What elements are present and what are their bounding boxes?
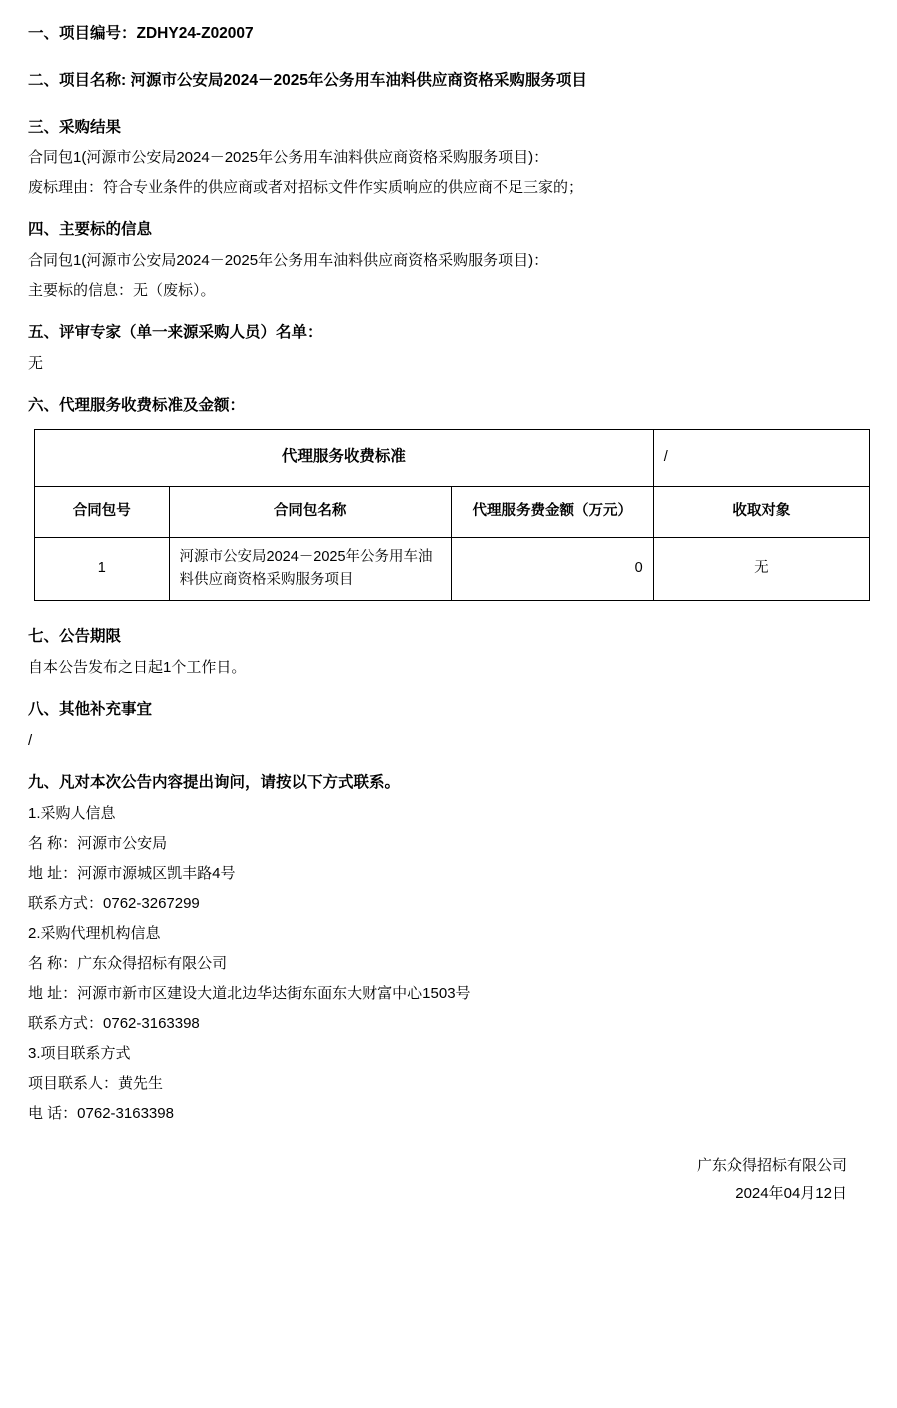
section-contact [28, 771, 869, 1126]
section-4-heading: 四、主要标的信息 [28, 221, 153, 239]
column-header-fee-amount: 代理服务费金额（万元） [451, 486, 653, 537]
footer-date: 2024年04月12日 [735, 1185, 847, 1203]
agency-name-value: 广东众得招标有限公司 [77, 954, 228, 972]
column-header-payer: 收取对象 [653, 486, 869, 537]
project-person-value: 黄先生 [118, 1074, 164, 1092]
purchaser-contact-value: 0762-3267299 [103, 894, 200, 912]
purchaser-name-row [28, 832, 869, 856]
purchaser-contact-label: 联系方式： [28, 894, 104, 912]
agency-address-row [28, 982, 869, 1006]
document-footer [28, 1152, 869, 1209]
project-tel-value: 0762-3163398 [77, 1104, 174, 1122]
purchaser-address-label: 地 址： [28, 864, 78, 882]
section-3-line-2: 废标理由：符合专业条件的供应商或者对招标文件作实质响应的供应商不足三家的； [28, 179, 584, 197]
purchaser-name-value: 河源市公安局 [77, 834, 168, 852]
agency-address-label: 地 址： [28, 984, 78, 1002]
section-other-matters [28, 698, 869, 753]
section-announcement-period [28, 625, 869, 680]
contact-group-purchaser-title: 1.采购人信息 [28, 804, 116, 822]
agency-address-value: 河源市新市区建设大道北边华达街东面东大财富中心1503号 [77, 984, 471, 1002]
agency-contact-label: 联系方式： [28, 1014, 104, 1032]
contact-group-agency-title: 2.采购代理机构信息 [28, 924, 161, 942]
column-header-package-name: 合同包名称 [169, 486, 451, 537]
section-3-heading: 三、采购结果 [28, 118, 122, 136]
section-4-line-1: 合同包1(河源市公安局2024－2025年公务用车油料供应商资格采购服务项目)： [28, 252, 549, 270]
section-project-name [28, 69, 869, 94]
section-2-heading: 二、项目名称: 河源市公安局2024－2025年公务用车油料供应商资格采购服务项目 [28, 71, 587, 89]
agency-fee-table [34, 429, 870, 601]
section-7-line-1: 自本公告发布之日起1个工作日。 [28, 658, 247, 676]
project-tel-label: 电 话： [28, 1104, 78, 1122]
project-person-label: 项目联系人： [28, 1074, 119, 1092]
section-project-number [28, 22, 869, 47]
agency-contact-value: 0762-3163398 [103, 1014, 200, 1032]
cell-package-name: 河源市公安局2024－2025年公务用车油料供应商资格采购服务项目 [169, 537, 451, 600]
section-main-target-info [28, 218, 869, 303]
section-5-line-1: 无 [28, 354, 44, 372]
section-review-experts [28, 321, 869, 376]
cell-payer: 无 [653, 537, 869, 600]
agency-name-label: 名 称： [28, 954, 78, 972]
table-header-row [35, 486, 870, 537]
section-4-line-2: 主要标的信息：无（废标）。 [28, 282, 216, 300]
purchaser-name-label: 名 称： [28, 834, 78, 852]
fee-standard-title: 代理服务收费标准 [35, 429, 654, 486]
column-header-package-no: 合同包号 [35, 486, 170, 537]
section-7-heading: 七、公告期限 [28, 628, 122, 646]
agency-contact-row [28, 1012, 869, 1036]
section-3-line-1: 合同包1(河源市公安局2024－2025年公务用车油料供应商资格采购服务项目)： [28, 149, 549, 167]
section-1-heading: 一、项目编号：ZDHY24-Z02007 [28, 25, 254, 42]
section-agency-fee [28, 394, 869, 601]
section-8-heading: 八、其他补充事宜 [28, 700, 153, 718]
section-purchase-result [28, 116, 869, 201]
footer-company: 广东众得招标有限公司 [696, 1156, 847, 1174]
project-person-row [28, 1072, 869, 1096]
section-5-heading: 五、评审专家（单一来源采购人员）名单： [28, 324, 323, 342]
table-row [35, 537, 870, 600]
purchaser-address-value: 河源市源城区凯丰路4号 [77, 864, 236, 882]
section-8-line-1: / [28, 731, 33, 749]
fee-standard-value: / [653, 429, 869, 486]
purchaser-contact-row [28, 892, 869, 916]
table-row [35, 429, 870, 486]
cell-package-no: 1 [35, 537, 170, 600]
purchaser-address-row [28, 862, 869, 886]
section-9-heading: 九、凡对本次公告内容提出询问，请按以下方式联系。 [28, 773, 401, 791]
project-tel-row [28, 1102, 869, 1126]
agency-name-row [28, 952, 869, 976]
contact-group-project-title: 3.项目联系方式 [28, 1044, 131, 1062]
section-6-heading: 六、代理服务收费标准及金额： [28, 396, 246, 414]
cell-fee-amount: 0 [451, 537, 653, 600]
